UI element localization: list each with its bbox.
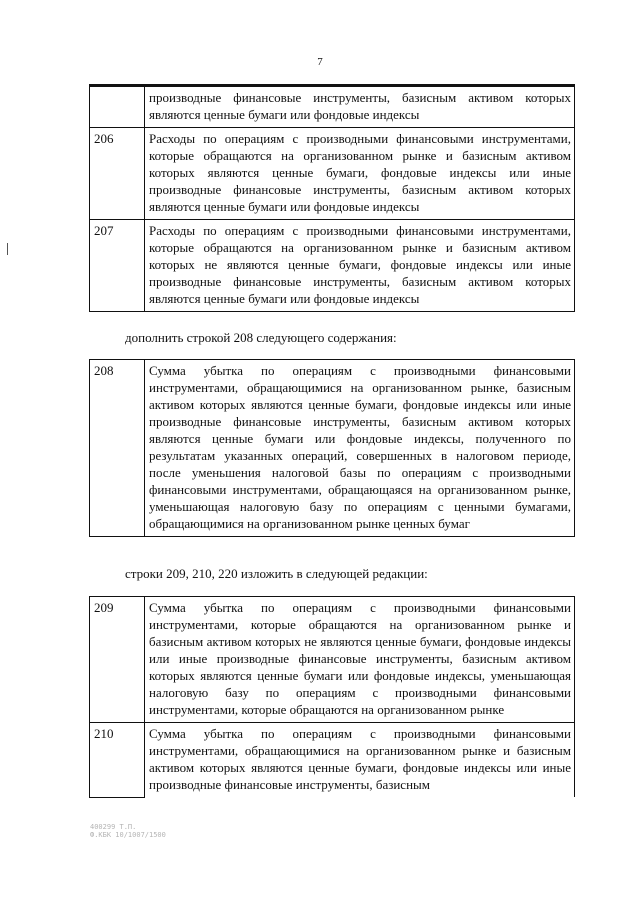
row-number-cell: 210 bbox=[90, 723, 145, 798]
table-row bbox=[90, 86, 575, 128]
margin-mark bbox=[7, 243, 8, 255]
row-number-cell bbox=[90, 86, 145, 128]
table-continued-rows bbox=[89, 84, 575, 312]
row-number-cell: 209 bbox=[90, 597, 145, 723]
page-number: 7 bbox=[317, 56, 323, 68]
instruction-add-row-208: дополнить строкой 208 следующего содержания: bbox=[125, 330, 397, 345]
table-row bbox=[90, 360, 575, 537]
instruction-restate-rows: строки 209, 210, 220 изложить в следующей редакции: bbox=[125, 566, 428, 581]
row-number-cell: 207 bbox=[90, 220, 145, 312]
footer-line: Ф.КБК 10/1007/1500 bbox=[90, 831, 166, 839]
row-text-cell: Расходы по операциям с производными финансовыми инструментами, которые обращаются на организованном рынке и базисным активом которых не являются ценные бумаги, фондовые индексы или иные производные финансовые инструменты, базисным активом которых являются ценные бумаги или фондовые индексы bbox=[145, 220, 575, 312]
footer-line: 400299 Т.П. bbox=[90, 823, 137, 831]
table-row-208 bbox=[89, 359, 575, 537]
row-text-cell: Сумма убытка по операциям с производными финансовыми инструментами, обращающимися на организованном рынке и базисным активом которых являются ценные бумаги, фондовые индексы или иные производные финансовые инструменты, базисным bbox=[145, 723, 575, 798]
table-rows-209-210 bbox=[89, 596, 575, 798]
row-text-cell: Сумма убытка по операциям с производными финансовыми инструментами, которые обращаются на организованном рынке и базисным активом которых не являются ценные бумаги, фондовые индексы или иные производные финансовые инструменты, базисным активом которых являются ценные бумаги или фондовые индексы, уменьшающая налоговую базу по операциям с производными финансовыми инструментами, которые обращаются на организованном рынке bbox=[145, 597, 575, 723]
row-text-cell: Расходы по операциям с производными финансовыми инструментами, которые обращаются на организованном рынке и базисным активом которых являются ценные бумаги, фондовые индексы или иные производные финансовые инструменты, базисным активом которых являются ценные бумаги или фондовые индексы bbox=[145, 128, 575, 220]
table-row bbox=[90, 597, 575, 723]
document-footer-code bbox=[90, 823, 166, 839]
table-row bbox=[90, 220, 575, 312]
row-text-cell: Сумма убытка по операциям с производными финансовыми инструментами, обращающимися на организованном рынке, базисным активом которых являются ценные бумаги, фондовые индексы или иные производные финансовые инструменты, базисным активом которых являются ценные бумаги или фондовые индексы, полученного по результатам указанных операций, совершенных в налоговом периоде, после уменьшения налоговой базы по операциям с производными финансовыми инструментами, обращающаяся на организованном рынке, уменьшающая налоговую базу по операциям с ценными бумагами, обращающимися на организованном рынке ценных бумаг bbox=[145, 360, 575, 537]
table-row bbox=[90, 128, 575, 220]
row-number-cell: 206 bbox=[90, 128, 145, 220]
table-row bbox=[90, 723, 575, 798]
row-number-cell: 208 bbox=[90, 360, 145, 537]
row-text-cell: производные финансовые инструменты, базисным активом которых являются ценные бумаги или фондовые индексы bbox=[145, 86, 575, 128]
